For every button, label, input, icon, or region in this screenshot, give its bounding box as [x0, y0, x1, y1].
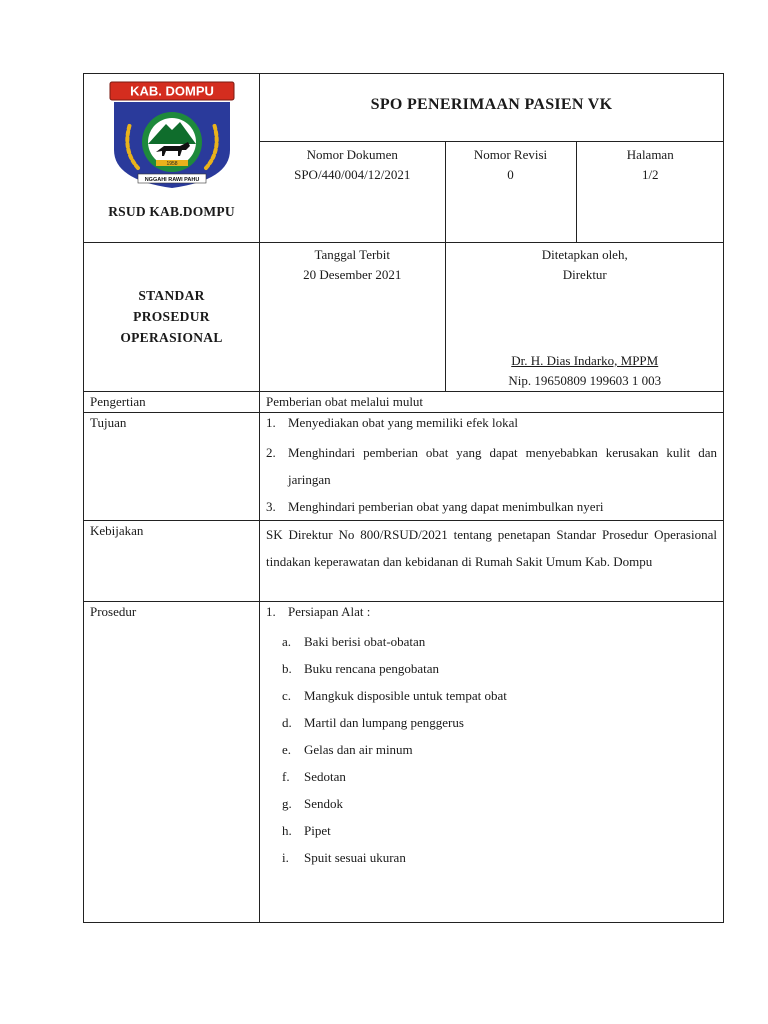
tanggal-terbit: [260, 243, 445, 391]
list-letter: h.: [282, 823, 292, 838]
signatory-nip: Nip. 19650809 199603 1 003: [508, 373, 662, 388]
list-letter: i.: [282, 850, 289, 865]
halaman-value: 1/2: [641, 167, 659, 182]
ditetapkan-oleh: Ditetapkan oleh,: [541, 247, 628, 262]
list-number: 1.: [266, 415, 276, 430]
list-letter: a.: [282, 634, 292, 649]
tujuan-label: Tujuan: [84, 413, 260, 521]
list-item: [282, 655, 717, 682]
logo-banner-text: KAB. DOMPU: [129, 83, 214, 99]
spo-document-table: [83, 73, 724, 923]
nomor-revisi: [445, 142, 576, 242]
list-letter: e.: [282, 742, 292, 757]
list-item: [282, 736, 717, 763]
kab-dompu-logo: [108, 80, 236, 190]
list-text: Gelas dan air minum: [304, 742, 413, 757]
list-text: Baki berisi obat-obatan: [304, 634, 426, 649]
spo-label: [84, 243, 260, 392]
kebijakan-label: Kebijakan: [84, 521, 260, 602]
tujuan-content: [260, 413, 724, 521]
nomor-revisi-label: Nomor Revisi: [473, 147, 548, 162]
tujuan-item: [266, 413, 717, 433]
tanggal-terbit-label: Tanggal Terbit: [314, 247, 391, 262]
list-item: [282, 628, 717, 655]
list-text: Spuit sesuai ukuran: [304, 850, 406, 865]
tujuan-item: [266, 493, 717, 520]
prosedur-content: [260, 602, 724, 923]
logo-cell: [84, 74, 260, 243]
halaman-label: Halaman: [626, 147, 674, 162]
list-item: [282, 763, 717, 790]
list-text: Pipet: [304, 823, 331, 838]
pengertian-text: Pemberian obat melalui mulut: [260, 392, 724, 413]
nomor-dokumen-value: SPO/440/004/12/2021: [294, 167, 411, 182]
list-number: 1.: [266, 604, 276, 619]
logo-ribbon-text: NGGAHI RAWI PAHU: [144, 177, 199, 183]
list-item: [282, 709, 717, 736]
approval: [445, 243, 724, 391]
prosedur-step-heading: Persiapan Alat :: [288, 604, 371, 619]
nomor-dokumen: [260, 142, 445, 242]
document-title: SPO PENERIMAAN PASIEN VK: [260, 74, 724, 142]
list-text: Menghindari pemberian obat yang dapat menyebabkan kerusakan kulit dan jaringan: [288, 445, 717, 487]
list-text: Buku rencana pengobatan: [304, 661, 440, 676]
tanggal-terbit-value: 20 Desember 2021: [303, 267, 402, 282]
signatory-name: Dr. H. Dias Indarko, MPPM: [511, 353, 659, 368]
list-letter: d.: [282, 715, 292, 730]
persiapan-alat-list: [266, 628, 717, 871]
issue-approval-cell: [260, 243, 724, 392]
list-item: [282, 844, 717, 871]
spo-label-line-2: PROSEDUR: [133, 309, 210, 324]
list-text: Menyediakan obat yang memiliki efek lokal: [288, 415, 518, 430]
prosedur-step: [266, 602, 717, 622]
list-item: [282, 682, 717, 709]
nomor-revisi-value: 0: [507, 167, 514, 182]
logo-year: 1958: [165, 161, 178, 167]
list-letter: c.: [282, 688, 292, 703]
list-text: Martil dan lumpang penggerus: [304, 715, 464, 730]
pengertian-label: Pengertian: [84, 392, 260, 413]
halaman: [576, 142, 724, 242]
list-text: Sendok: [304, 796, 343, 811]
nomor-dokumen-label: Nomor Dokumen: [306, 147, 398, 162]
list-letter: f.: [282, 769, 290, 784]
list-text: Sedotan: [304, 769, 346, 784]
kebijakan-text: SK Direktur No 800/RSUD/2021 tentang penetapan Standar Prosedur Operasional tindakan keperawatan dan kebidanan di Rumah Sakit Umum Kab. Dompu: [260, 521, 724, 602]
list-number: 2.: [266, 445, 276, 460]
list-item: [282, 790, 717, 817]
tujuan-list: [266, 413, 717, 520]
hospital-name: RSUD KAB.DOMPU: [108, 204, 235, 219]
list-letter: g.: [282, 796, 292, 811]
list-number: 3.: [266, 499, 276, 514]
list-letter: b.: [282, 661, 292, 676]
spo-label-line-3: OPERASIONAL: [120, 330, 223, 345]
list-text: Mangkuk disposible untuk tempat obat: [304, 688, 507, 703]
tujuan-item: [266, 439, 717, 493]
prosedur-label: Prosedur: [84, 602, 260, 923]
list-text: Menghindari pemberian obat yang dapat menimbulkan nyeri: [288, 499, 604, 514]
document-meta-cell: [260, 142, 724, 243]
prosedur-list: [266, 602, 717, 622]
jabatan: Direktur: [562, 267, 607, 282]
list-item: [282, 817, 717, 844]
spo-label-line-1: STANDAR: [138, 288, 205, 303]
